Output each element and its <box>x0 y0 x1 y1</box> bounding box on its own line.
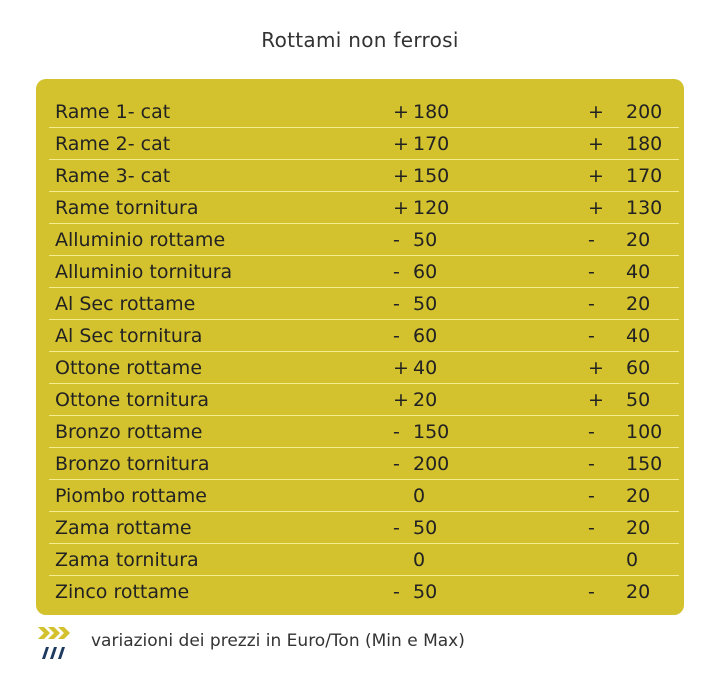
min-sign: + <box>393 96 413 128</box>
min-sign: - <box>393 580 400 603</box>
max-sign: + <box>588 128 626 160</box>
max-value: 60 <box>626 352 679 384</box>
table-row <box>49 480 679 512</box>
max-value: 0 <box>626 544 679 576</box>
min-value: 200 <box>413 448 588 480</box>
max-value: 170 <box>626 160 679 192</box>
max-sign: + <box>588 192 626 224</box>
material-name: Rame tornitura <box>49 192 393 224</box>
max-sign: - <box>588 320 626 352</box>
max-sign: - <box>588 224 626 256</box>
material-name: Al Sec tornitura <box>49 320 393 352</box>
table-row <box>49 288 679 320</box>
max-value: 20 <box>626 480 679 512</box>
material-name: Rame 1- cat <box>49 96 393 128</box>
min-value: 0 <box>413 544 588 576</box>
max-value: 150 <box>626 448 679 480</box>
material-name: Piombo rottame <box>49 480 393 512</box>
table-row <box>49 256 679 288</box>
price-table-body <box>49 96 679 607</box>
max-sign: - <box>588 256 626 288</box>
material-name: Al Sec rottame <box>49 288 393 320</box>
max-value: 50 <box>626 384 679 416</box>
min-sign: - <box>393 512 413 544</box>
material-name: Bronzo rottame <box>49 416 393 448</box>
table-row <box>49 128 679 160</box>
min-value: 50 <box>413 224 588 256</box>
min-sign: - <box>393 320 413 352</box>
max-sign: - <box>588 416 626 448</box>
max-sign: - <box>588 512 626 544</box>
min-sign: + <box>393 128 413 160</box>
min-value: 60 <box>413 256 588 288</box>
table-row <box>49 416 679 448</box>
table-row <box>49 448 679 480</box>
max-value: 20 <box>626 224 679 256</box>
material-name: Zama tornitura <box>49 544 393 576</box>
material-name: Rame 3- cat <box>49 160 393 192</box>
min-value: 150 <box>413 160 588 192</box>
max-value: 200 <box>626 96 679 128</box>
min-value: 150 <box>413 416 588 448</box>
min-value: 50 <box>413 580 438 603</box>
min-sign <box>393 480 413 512</box>
max-sign: + <box>588 352 626 384</box>
min-value: 40 <box>413 352 588 384</box>
min-value: 60 <box>413 320 588 352</box>
table-row <box>49 576 679 608</box>
min-value: 50 <box>413 288 588 320</box>
material-name: Rame 2- cat <box>49 128 393 160</box>
min-sign: - <box>393 224 413 256</box>
table-row <box>49 160 679 192</box>
min-sign: - <box>393 288 413 320</box>
max-value: 40 <box>626 256 679 288</box>
min-sign: - <box>393 448 413 480</box>
max-sign: + <box>588 160 626 192</box>
min-value: 180 <box>413 96 588 128</box>
min-value: 170 <box>413 128 588 160</box>
max-sign: - <box>588 288 626 320</box>
max-sign: + <box>588 384 626 416</box>
max-value: 180 <box>626 128 679 160</box>
min-value: 20 <box>413 384 588 416</box>
page-title: Rottami non ferrosi <box>261 28 459 52</box>
footer <box>36 625 684 661</box>
max-value: 20 <box>626 512 679 544</box>
material-name: Bronzo tornitura <box>49 448 393 480</box>
min-value: 120 <box>413 192 588 224</box>
min-sign: - <box>393 416 413 448</box>
max-value: 100 <box>626 416 679 448</box>
min-sign <box>393 544 413 576</box>
max-sign <box>588 544 626 576</box>
min-value: 50 <box>413 512 588 544</box>
table-row <box>49 544 679 576</box>
min-sign: + <box>393 352 413 384</box>
material-name: Alluminio tornitura <box>49 256 393 288</box>
material-name: Alluminio rottame <box>49 224 393 256</box>
min-sign: - <box>393 256 413 288</box>
table-row <box>49 384 679 416</box>
min-sign: + <box>393 160 413 192</box>
max-sign: - <box>588 580 595 603</box>
max-value: 40 <box>626 320 679 352</box>
material-name: Zama rottame <box>49 512 393 544</box>
table-row <box>49 352 679 384</box>
table-row <box>49 320 679 352</box>
max-value: 20 <box>626 288 679 320</box>
table-row <box>49 96 679 128</box>
table-row <box>49 192 679 224</box>
table-row <box>49 224 679 256</box>
max-sign: - <box>588 448 626 480</box>
min-sign: + <box>393 192 413 224</box>
max-value: 130 <box>626 192 679 224</box>
material-name: Zinco rottame <box>55 580 190 603</box>
table-row <box>49 512 679 544</box>
chevron-slash-logo-icon <box>36 625 72 665</box>
max-sign: + <box>588 96 626 128</box>
min-value: 0 <box>413 480 588 512</box>
material-name: Ottone tornitura <box>49 384 393 416</box>
price-table <box>49 96 679 607</box>
price-table-panel <box>36 79 684 615</box>
footer-note: variazioni dei prezzi in Euro/Ton (Min e Max) <box>91 631 465 651</box>
max-sign: - <box>588 480 626 512</box>
min-sign: + <box>393 384 413 416</box>
material-name: Ottone rottame <box>49 352 393 384</box>
max-value: 20 <box>626 580 651 603</box>
